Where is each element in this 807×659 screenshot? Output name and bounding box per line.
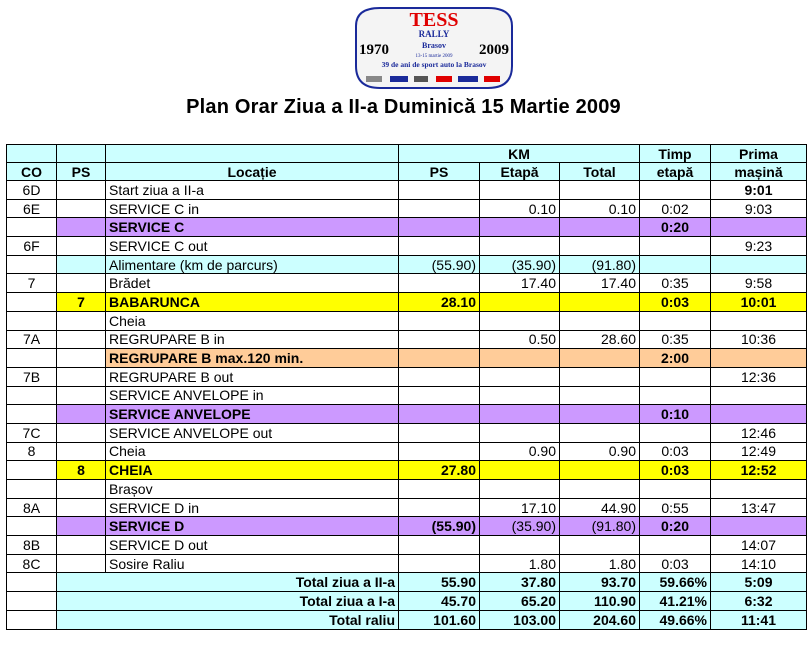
cell-prima: 5:09 [711, 573, 807, 592]
cell-prima [711, 349, 807, 368]
cell-ket: 1.80 [480, 554, 560, 573]
cell-ket [480, 181, 560, 200]
cell-ket [480, 367, 560, 386]
table-row [7, 386, 807, 405]
cell-ktot [560, 480, 640, 499]
cell-loc: SERVICE D out [106, 536, 399, 555]
total-row [7, 573, 807, 592]
cell-kps [399, 480, 480, 499]
logo-year-left: 1970 [359, 42, 389, 58]
cell-ket [480, 536, 560, 555]
header-blank-loc [106, 145, 399, 163]
cell-timp: 0:35 [640, 274, 711, 293]
cell-kps: (55.90) [399, 517, 480, 536]
header-km-ps: PS [399, 163, 480, 181]
cell-kps [399, 199, 480, 218]
cell-ket: 0.50 [480, 330, 560, 349]
table-row [7, 311, 807, 330]
cell-co: 7B [7, 367, 57, 386]
table-row [7, 293, 807, 312]
cell-co: 6E [7, 199, 57, 218]
cell-ket: 17.10 [480, 498, 560, 517]
cell-ket: 65.20 [480, 592, 560, 611]
cell-loc: SERVICE C out [106, 237, 399, 256]
cell-kps: 55.90 [399, 573, 480, 592]
cell-ket: 0.90 [480, 442, 560, 461]
cell-loc: SERVICE ANVELOPE in [106, 386, 399, 405]
cell-kps [399, 442, 480, 461]
cell-loc: SERVICE C [106, 218, 399, 237]
cell-kps [399, 386, 480, 405]
cell-ps [57, 367, 106, 386]
table-row [7, 461, 807, 480]
table-row [7, 405, 807, 424]
cell-prima: 13:47 [711, 498, 807, 517]
cell-prima [711, 517, 807, 536]
cell-ktot [560, 405, 640, 424]
cell-co: 7A [7, 330, 57, 349]
cell-co [7, 592, 57, 611]
cell-prima [711, 255, 807, 274]
cell-prima [711, 218, 807, 237]
logo-dates: 13-15 martie 2009 [415, 54, 453, 59]
cell-co [7, 610, 57, 629]
cell-loc: REGRUPARE B in [106, 330, 399, 349]
cell-loc: SERVICE C in [106, 199, 399, 218]
cell-kps [399, 218, 480, 237]
header-km: KM [399, 145, 640, 163]
table-row [7, 199, 807, 218]
cell-timp: 0:20 [640, 218, 711, 237]
header-prima-2: mașină [711, 163, 807, 181]
cell-co [7, 311, 57, 330]
cell-timp [640, 311, 711, 330]
cell-ps [57, 498, 106, 517]
cell-timp [640, 237, 711, 256]
schedule-table [6, 144, 807, 630]
cell-ktot [560, 237, 640, 256]
cell-prima [711, 480, 807, 499]
cell-timp: 0:03 [640, 442, 711, 461]
table-row [7, 536, 807, 555]
cell-co: 8 [7, 442, 57, 461]
cell-timp: 0:20 [640, 517, 711, 536]
cell-ps [57, 554, 106, 573]
logo-sub: RALLY [418, 29, 450, 39]
cell-timp [640, 423, 711, 442]
cell-loc: Brădet [106, 274, 399, 293]
total-label: Total ziua a I-a [57, 592, 399, 611]
cell-ket [480, 461, 560, 480]
cell-loc: SERVICE ANVELOPE out [106, 423, 399, 442]
cell-ket: 17.40 [480, 274, 560, 293]
cell-ket [480, 405, 560, 424]
cell-kps [399, 311, 480, 330]
cell-timp: 0:03 [640, 461, 711, 480]
header-timp-1: Timp [640, 145, 711, 163]
rally-logo [350, 4, 518, 92]
cell-ket [480, 293, 560, 312]
cell-ps [57, 536, 106, 555]
cell-co: 8A [7, 498, 57, 517]
cell-co [7, 573, 57, 592]
cell-kps: 28.10 [399, 293, 480, 312]
cell-co: 7C [7, 423, 57, 442]
header-km-etapa: Etapă [480, 163, 560, 181]
cell-ps [57, 386, 106, 405]
cell-ktot [560, 218, 640, 237]
table-row [7, 255, 807, 274]
cell-ktot [560, 423, 640, 442]
cell-prima: 14:07 [711, 536, 807, 555]
table-row [7, 480, 807, 499]
cell-ket [480, 349, 560, 368]
cell-kps [399, 536, 480, 555]
header-timp-2: etapă [640, 163, 711, 181]
cell-ps [57, 330, 106, 349]
cell-kps [399, 367, 480, 386]
logo-brand: TESS [409, 9, 459, 31]
cell-kps [399, 554, 480, 573]
header-ps: PS [57, 163, 106, 181]
cell-ps [57, 405, 106, 424]
cell-ps [57, 274, 106, 293]
cell-kps: 101.60 [399, 610, 480, 629]
cell-ps: 8 [57, 461, 106, 480]
cell-ktot [560, 461, 640, 480]
cell-loc: CHEIA [106, 461, 399, 480]
cell-ps [57, 237, 106, 256]
cell-ktot [560, 386, 640, 405]
cell-ket [480, 218, 560, 237]
cell-loc: Cheia [106, 442, 399, 461]
cell-ktot [560, 536, 640, 555]
cell-ktot: 28.60 [560, 330, 640, 349]
cell-kps [399, 237, 480, 256]
table-row [7, 367, 807, 386]
cell-co [7, 293, 57, 312]
header-locatie: Locație [106, 163, 399, 181]
cell-co: 7 [7, 274, 57, 293]
cell-ktot [560, 349, 640, 368]
table-row [7, 218, 807, 237]
cell-ps [57, 442, 106, 461]
cell-timp [640, 367, 711, 386]
cell-ps [57, 255, 106, 274]
logo-tagline: 39 de ani de sport auto la Brasov [381, 60, 487, 69]
cell-ket [480, 386, 560, 405]
cell-ktot [560, 181, 640, 200]
cell-prima: 9:01 [711, 181, 807, 200]
table-row [7, 274, 807, 293]
cell-ket [480, 311, 560, 330]
cell-timp: 0:03 [640, 554, 711, 573]
cell-loc: SERVICE ANVELOPE [106, 405, 399, 424]
cell-ktot [560, 293, 640, 312]
table-row [7, 181, 807, 200]
table-row [7, 330, 807, 349]
cell-ps [57, 311, 106, 330]
cell-timp [640, 536, 711, 555]
cell-timp: 2:00 [640, 349, 711, 368]
cell-co: 8B [7, 536, 57, 555]
cell-timp: 0:10 [640, 405, 711, 424]
cell-prima: 12:36 [711, 367, 807, 386]
cell-timp: 0:02 [640, 199, 711, 218]
cell-timp [640, 181, 711, 200]
cell-ktot: 110.90 [560, 592, 640, 611]
cell-ket: (35.90) [480, 517, 560, 536]
cell-co [7, 480, 57, 499]
cell-timp: 0:35 [640, 330, 711, 349]
cell-co [7, 218, 57, 237]
cell-ktot: 44.90 [560, 498, 640, 517]
cell-kps [399, 330, 480, 349]
cell-prima: 12:46 [711, 423, 807, 442]
cell-timp [640, 386, 711, 405]
cell-ket [480, 423, 560, 442]
cell-loc: Cheia [106, 311, 399, 330]
cell-prima: 9:03 [711, 199, 807, 218]
cell-prima: 12:49 [711, 442, 807, 461]
cell-ps [57, 423, 106, 442]
cell-kps: 45.70 [399, 592, 480, 611]
cell-ket: 0.10 [480, 199, 560, 218]
cell-co [7, 405, 57, 424]
header-co: CO [7, 163, 57, 181]
cell-loc: Sosire Raliu [106, 554, 399, 573]
cell-kps [399, 349, 480, 368]
cell-kps [399, 423, 480, 442]
cell-ktot: (91.80) [560, 255, 640, 274]
cell-ket: 103.00 [480, 610, 560, 629]
table-row [7, 517, 807, 536]
cell-loc: Alimentare (km de parcurs) [106, 255, 399, 274]
cell-ps [57, 181, 106, 200]
cell-ps [57, 480, 106, 499]
cell-co [7, 461, 57, 480]
cell-prima: 9:58 [711, 274, 807, 293]
cell-co: 8C [7, 554, 57, 573]
cell-ps [57, 218, 106, 237]
cell-ket: 37.80 [480, 573, 560, 592]
total-row [7, 592, 807, 611]
cell-timp: 0:03 [640, 293, 711, 312]
cell-co [7, 255, 57, 274]
cell-prima [711, 311, 807, 330]
header-km-total: Total [560, 163, 640, 181]
cell-prima: 11:41 [711, 610, 807, 629]
total-row [7, 610, 807, 629]
table-row [7, 423, 807, 442]
cell-co [7, 386, 57, 405]
cell-co: 6D [7, 181, 57, 200]
logo-city: Brasov [422, 41, 446, 50]
cell-prima: 10:01 [711, 293, 807, 312]
cell-co: 6F [7, 237, 57, 256]
cell-timp [640, 255, 711, 274]
cell-ps: 7 [57, 293, 106, 312]
cell-prima: 6:32 [711, 592, 807, 611]
cell-co [7, 349, 57, 368]
cell-loc: BABARUNCA [106, 293, 399, 312]
logo-year-right: 2009 [479, 42, 509, 58]
cell-ktot: 1.80 [560, 554, 640, 573]
cell-ps [57, 349, 106, 368]
cell-ktot [560, 367, 640, 386]
cell-ktot: 17.40 [560, 274, 640, 293]
cell-loc: SERVICE D in [106, 498, 399, 517]
cell-ktot: (91.80) [560, 517, 640, 536]
cell-loc: REGRUPARE B out [106, 367, 399, 386]
cell-loc: SERVICE D [106, 517, 399, 536]
header-blank-co [7, 145, 57, 163]
cell-kps [399, 405, 480, 424]
table-row [7, 349, 807, 368]
cell-ps [57, 517, 106, 536]
cell-prima: 14:10 [711, 554, 807, 573]
cell-ket [480, 237, 560, 256]
cell-prima: 10:36 [711, 330, 807, 349]
cell-prima: 12:52 [711, 461, 807, 480]
cell-loc: Brașov [106, 480, 399, 499]
header-prima-1: Prima [711, 145, 807, 163]
page-title: Plan Orar Ziua a II-a Duminică 15 Martie 2009 [186, 96, 621, 118]
table-row [7, 442, 807, 461]
cell-prima [711, 405, 807, 424]
cell-kps [399, 498, 480, 517]
total-label: Total raliu [57, 610, 399, 629]
cell-ktot: 0.90 [560, 442, 640, 461]
cell-kps [399, 181, 480, 200]
cell-timp: 59.66% [640, 573, 711, 592]
cell-co [7, 517, 57, 536]
cell-prima: 9:23 [711, 237, 807, 256]
cell-ps [57, 199, 106, 218]
table-row [7, 554, 807, 573]
table-row [7, 498, 807, 517]
cell-kps [399, 274, 480, 293]
cell-ktot [560, 311, 640, 330]
cell-loc: Start ziua a II-a [106, 181, 399, 200]
cell-ktot: 93.70 [560, 573, 640, 592]
header-blank-ps [57, 145, 106, 163]
cell-ktot: 204.60 [560, 610, 640, 629]
cell-timp: 41.21% [640, 592, 711, 611]
cell-timp [640, 480, 711, 499]
cell-prima [711, 386, 807, 405]
table-row [7, 237, 807, 256]
cell-ktot: 0.10 [560, 199, 640, 218]
cell-timp: 0:55 [640, 498, 711, 517]
cell-kps: (55.90) [399, 255, 480, 274]
cell-kps: 27.80 [399, 461, 480, 480]
cell-ket [480, 480, 560, 499]
total-label: Total ziua a II-a [57, 573, 399, 592]
cell-timp: 49.66% [640, 610, 711, 629]
cell-ket: (35.90) [480, 255, 560, 274]
cell-loc: REGRUPARE B max.120 min. [106, 349, 399, 368]
